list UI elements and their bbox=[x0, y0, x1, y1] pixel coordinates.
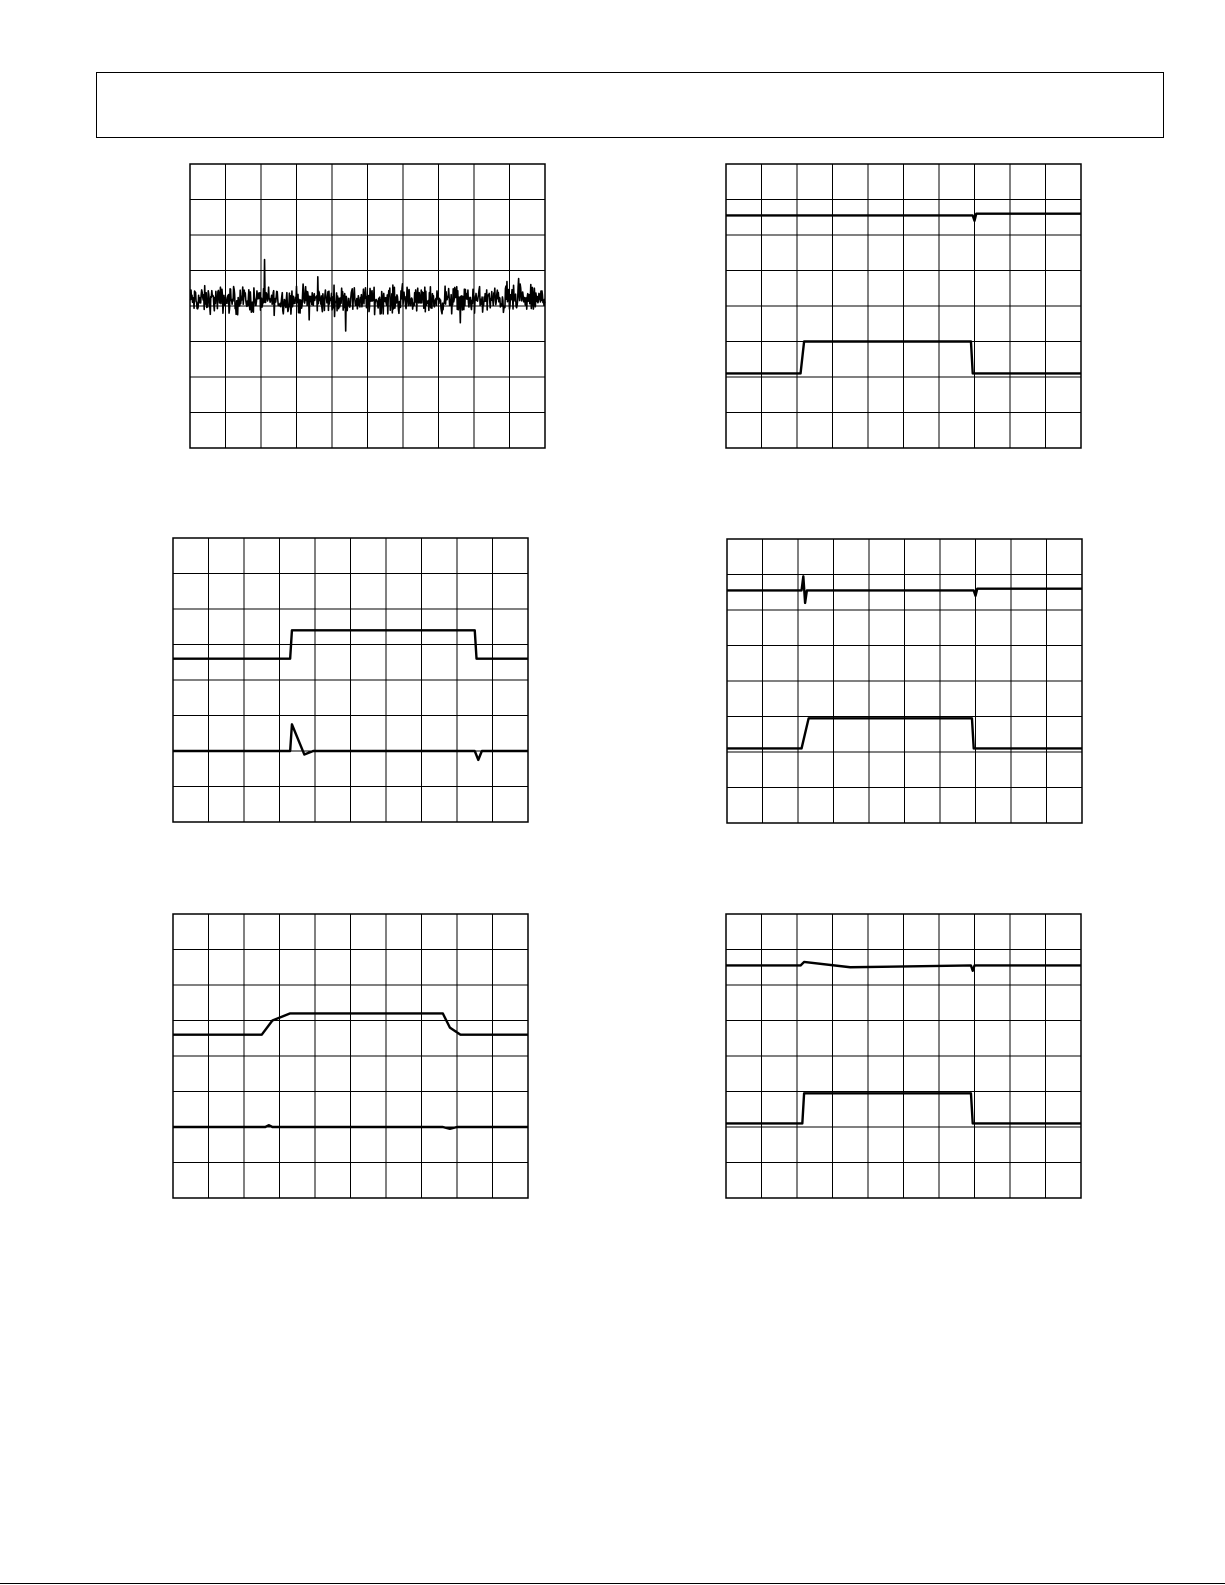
scope-plot-3 bbox=[172, 537, 529, 823]
scope-plot-1-svg bbox=[189, 163, 546, 449]
scope-plot-5 bbox=[172, 913, 529, 1199]
scope-plot-2 bbox=[725, 163, 1082, 449]
scope-plot-3-svg bbox=[172, 537, 529, 823]
scope-plot-6-svg bbox=[725, 913, 1082, 1199]
scope-plot-1 bbox=[189, 163, 546, 449]
footer-rule bbox=[0, 1583, 1225, 1584]
scope-plot-5-svg bbox=[172, 913, 529, 1199]
scope-plot-2-svg bbox=[725, 163, 1082, 449]
page-header-box bbox=[96, 72, 1164, 138]
scope-plot-6 bbox=[725, 913, 1082, 1199]
scope-plot-4 bbox=[726, 538, 1083, 824]
scope-plot-4-svg bbox=[726, 538, 1083, 824]
